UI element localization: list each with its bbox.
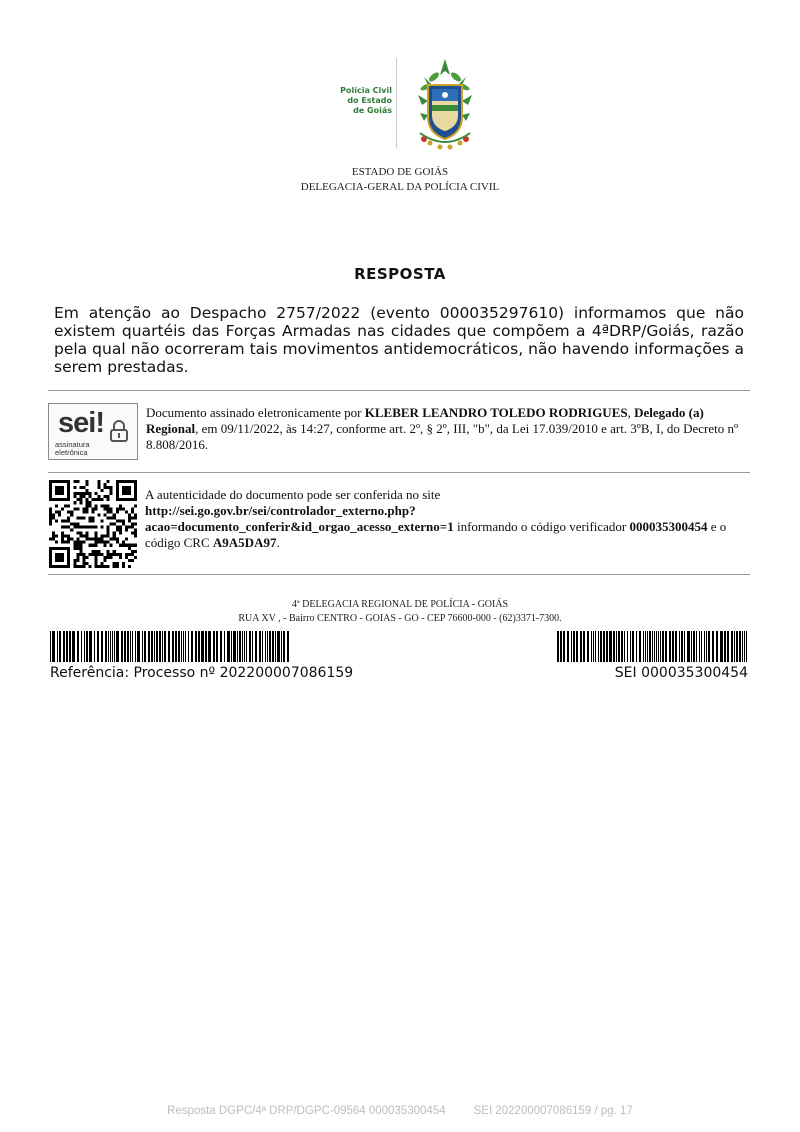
coat-of-arms-icon [410,55,480,155]
lock-icon [109,420,129,442]
sei-signature-badge [48,403,138,460]
state-name: ESTADO DE GOIÁS [351,166,449,178]
barcode-right [557,631,747,662]
page-footer: Resposta DGPC/4ª DRP/DGPC-09564 000035300454 SEI 202200007086159 / pg. 17 [167,1105,633,1117]
office-address: RUA XV , - Bairro CENTRO - GOIAS - GO - CEP 76600-000 - (62)3371-7300. [238,613,562,624]
office-name: 4ª DELEGACIA REGIONAL DE POLÍCIA - GOIÁS [291,599,509,610]
process-reference: Referência: Processo nº 202200007086159 [50,665,354,681]
crc-code: A9A5DA97 [212,535,277,550]
logo-divider [396,58,397,148]
police-logo-text: Polícia Civil do Estado de Goiás [340,86,392,115]
divider [48,472,750,473]
verifier-code: 000035300454 [629,519,708,534]
authenticity-statement: A autenticidade do documento pode ser conferida no site http://sei.go.gov.br/sei/controlador_externo.php? acao=documento_conferir&id_orgao_acesso_externo=1 informando o código verificador 000035300454 e o código CRC A9A5DA97. [145,487,727,550]
document-title: RESPOSTA [354,265,446,283]
signer-role: Delegado (a) Regional [146,405,704,436]
sei-logo: sei! [58,407,104,439]
sei-badge-caption: assinatura eletrônica [55,440,90,457]
barcode-left [50,631,290,662]
document-body: Em atenção ao Despacho 2757/2022 (evento 000035297610) informamos que não existem quartéis das Forças Armadas nas cidades que compõem a 4ªDRP/Goiás, razão pela qual não ocorreram tais movimentos antidemocráticos, não havendo informações a serem prestadas. [54,304,744,376]
signature-statement: Documento assinado eletronicamente por KLEBER LEANDRO TOLEDO RODRIGUES, Delegado (a) Regional, em 09/11/2022, às 14:27, conforme art. 2º, § 2º, III, "b", da Lei 17.039/2010 e art. 3ºB, I, do Decreto nº 8.808/2016. [146,405,739,452]
divider [48,574,750,575]
divider [48,390,750,391]
agency-name: DELEGACIA-GERAL DA POLÍCIA CIVIL [300,181,500,193]
verification-url[interactable]: http://sei.go.gov.br/sei/controlador_externo.php? [145,503,416,518]
sei-number: SEI 000035300454 [614,665,748,681]
verification-url-params[interactable]: acao=documento_conferir&id_orgao_acesso_externo=1 [145,519,454,534]
qr-code [48,480,138,568]
signer-name: KLEBER LEANDRO TOLEDO RODRIGUES [364,405,628,420]
